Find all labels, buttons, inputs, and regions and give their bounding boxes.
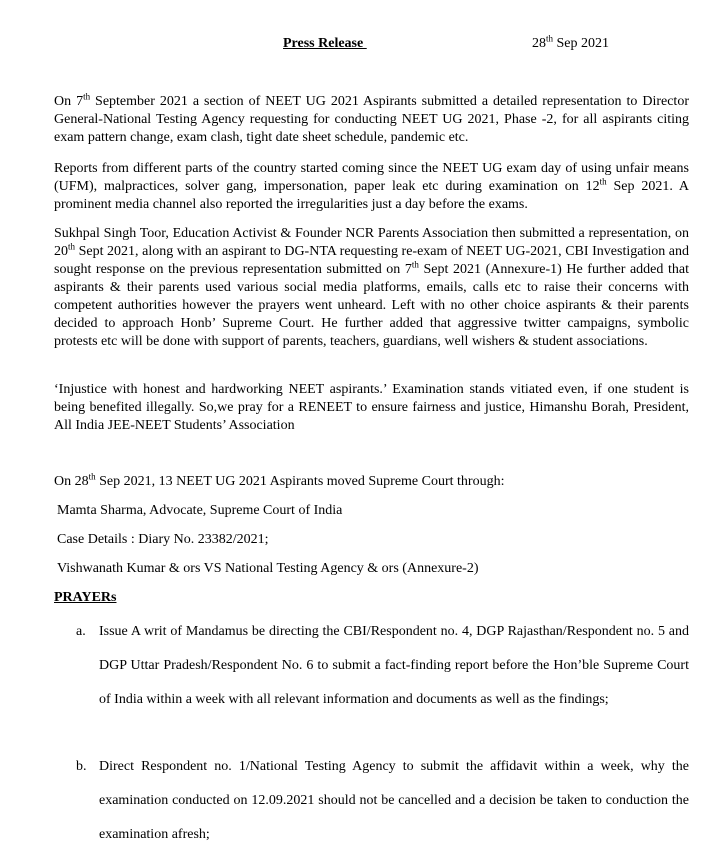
- case-title-line: Vishwanath Kumar & ors VS National Testing Agency & ors (Annexure-2): [57, 561, 479, 576]
- date-rest: Sep 2021: [553, 36, 610, 51]
- p3-sup-1: th: [68, 241, 76, 252]
- prayers-heading: PRAYERs: [54, 590, 117, 605]
- document-date: [532, 33, 610, 52]
- p3-sup-2: th: [411, 259, 419, 270]
- paragraph-representation: [54, 93, 689, 147]
- p1-text-b: September 2021 a section of NEET UG 2021 Aspirants submitted a detailed representation to Director General-National Testing Agency requesting for conducting NEET UG 2021, Phase -2, for all aspirants citing exam pattern change, exam clash, tight date sheet schedule, pandemic etc.: [54, 94, 689, 145]
- prayer-item: [76, 615, 689, 717]
- p3-text-a: Sukhpal Singh Toor, Education Activist & Founder NCR Parents Association then submitted a representation, on 20: [54, 226, 689, 259]
- moved-sup: th: [88, 471, 96, 482]
- p1-text-a: On 7: [54, 94, 84, 109]
- p2-sup: th: [599, 176, 607, 187]
- prayer-text: Direct Respondent no. 1/National Testing Agency to submit the affidavit within a week, why the examination conducted on 12.09.2021 should not be cancelled and a decision be taken to conduction the examination afresh;: [99, 759, 689, 842]
- p1-sup: th: [83, 91, 91, 102]
- p3-text-b: Sept 2021, along with an aspirant to DG-NTA requesting re-exam of NEET UG-2021, CBI Investigation and sought response on the previous representation submitted on 7: [54, 244, 689, 277]
- prayer-text: Issue A writ of Mandamus be directing the CBI/Respondent no. 4, DGP Rajasthan/Respondent no. 5 and DGP Uttar Pradesh/Respondent No. 6 to submit a fact-finding report before the Hon’ble Supreme Court of India within a week with all relevant information and documents as well as the findings;: [99, 624, 689, 707]
- advocate-line: Mamta Sharma, Advocate, Supreme Court of India: [57, 503, 343, 518]
- date-day: 28: [532, 36, 546, 51]
- p2-text-b: Sep 2021. A prominent media channel also reported the irregularities just a day before the exams.: [54, 179, 689, 212]
- moved-text-b: Sep 2021, 13 NEET UG 2021 Aspirants moved Supreme Court through:: [95, 474, 505, 489]
- paragraph-reports: [54, 160, 689, 214]
- case-details-line: Case Details : Diary No. 23382/2021;: [57, 532, 269, 547]
- date-suffix: th: [546, 33, 554, 44]
- paragraph-toor: [54, 225, 689, 351]
- document-title: Press Release: [283, 36, 367, 51]
- prayer-item: [76, 750, 689, 852]
- p2-text-a: Reports from different parts of the country started coming since the NEET UG exam day of using unfair means (UFM), malpractices, solver gang, impersonation, paper leak etc during examination on 12: [54, 161, 689, 194]
- prayer-marker: a.: [76, 624, 86, 639]
- moved-court-line: [54, 471, 505, 490]
- paragraph-quote: ‘Injustice with honest and hardworking NEET aspirants.’ Examination stands vitiated even, if one student is being benefited illegally. So,we pray for a RENEET to ensure fairness and justice, Himanshu Borah, President, All India JEE-NEET Students’ Association: [54, 382, 689, 433]
- prayer-marker: b.: [76, 759, 87, 774]
- p3-text-c: Sept 2021 (Annexure-1) He further added that aspirants & their parents used various social media platforms, emails, calls etc to raise their concerns with competent authorities however the prayers went unheard. Left with no other choice aspirants & their parents decided to approach Honb’ Supreme Court. He further added that aggressive twitter campaigns, symbolic protests etc will be done with support of parents, teachers, guardians, well wishers & student associations.: [54, 262, 689, 349]
- moved-text-a: On 28: [54, 474, 89, 489]
